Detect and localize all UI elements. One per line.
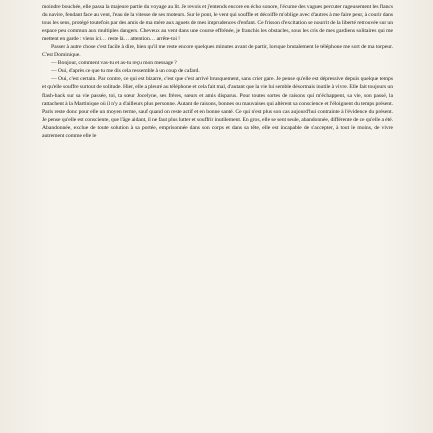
dialogue-line-greeting: — Bonjour, comment vas-tu et as-tu reçu mon message ?	[51, 60, 177, 67]
paragraph-dominique-call: Passer à autre chose c'est facile à dire, bien qu'il me reste encore quelques minutes avant de partir, lorsque brutalement le téléphone me sort de ma torpeur. C'est Dominique.	[42, 44, 393, 59]
paragraph-intro: moindre bouchée, elle passa la majeure partie du voyage au lit. Je revois et j'entends encore en écho sonore, l'écume des vagues percuter rageusement les flancs du navire, fendant face au vent, l'eau de la vitesse de ses moteurs. Sur le pont, le vent qui souffle et décoiffe m'oblige avec d'autres à me faire peur, à courir dans tous les sens, protégé toutefois par des amis de ma mère aux aguets de mes imprudences d'enfant. Ce frisson d'excitation se nourrit de la liberté retrouvée sur un espace peu commun aux multiples dangers. Cheveux au vent dans une course effrénée, je franchis les obstacles, sous les cris de mes gardiens solitaires qui me mettent en garde : viens ici… reste là… attention… arrête-toi !	[42, 4, 393, 43]
dialogue-line-cafard: — Oui, d'après ce que tu me dis cela ressemble à un coup de cafard.	[51, 68, 200, 75]
paragraph-depression: — Oui, c'est certain. Par contre, ce qui est bizarre, c'est que c'est arrivé brusquement, sans crier gare. Je pense qu'elle est dépressive depuis quelque temps et qu'elle souffre surtout de solitude. Hier, elle a pleuré au téléphone et cela fait mal, d'autant que la vie lui semble désormais inutile à vivre. Elle fait toujours un flash-back sur sa vie passée, toi, ta sœur Jocelyne, ses frères, sœurs et amis disparus. Pour toutes sortes de raisons qui m'échappent, sa vie, son passé, la rattachent à la Martinique où il n'y a d'ailleurs plus personne. Autant de raisons, bonnes ou mauvaises qui altèrent sa conscience et l'éloignent du temps présent. Paris reste donc pour elle un moyen terme, sauf quand on reste actif et en bonne santé. Ce qui n'est plus son cas aujourd'hui contrainte à l'évidence du présent. Je pense qu'elle est consciente, que l'âge aidant, il ne faut plus lutter et souffrir inutilement. En gros, elle se sent seule, abandonnée, différente de ce qu'elle a été. Abandonnée, exclue de toute solution à sa portée, emprisonnée dans son corps et dans sa tête, elle est incapable de s'accepter, à tout le moins, de vivre autrement comme elle le	[42, 76, 393, 139]
